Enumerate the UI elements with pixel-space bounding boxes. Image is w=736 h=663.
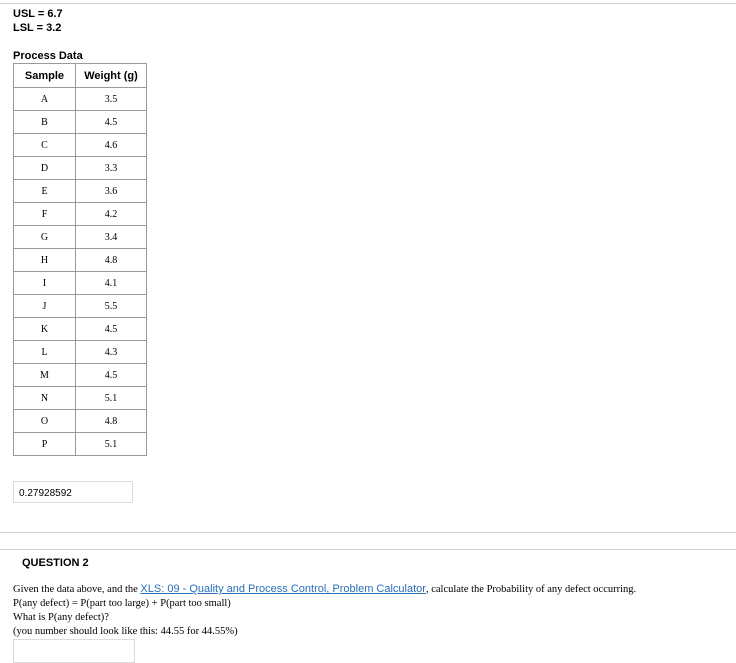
table-header-row xyxy=(14,64,147,88)
table-row xyxy=(14,341,147,364)
weight-cell: 4.6 xyxy=(76,134,147,157)
table-row xyxy=(14,180,147,203)
weight-cell: 4.8 xyxy=(76,249,147,272)
sample-cell: O xyxy=(14,410,76,433)
table-row xyxy=(14,88,147,111)
table-row xyxy=(14,203,147,226)
table-row xyxy=(14,433,147,456)
weight-cell: 5.1 xyxy=(76,433,147,456)
process-data-title: Process Data xyxy=(13,50,83,62)
top-divider xyxy=(0,3,736,4)
sample-cell: D xyxy=(14,157,76,180)
section-divider xyxy=(0,532,736,533)
weight-cell: 4.5 xyxy=(76,318,147,341)
column-header-sample: Sample xyxy=(14,64,76,88)
weight-cell: 4.8 xyxy=(76,410,147,433)
question-2-text-pre: Given the data above, and the xyxy=(13,584,141,595)
sample-cell: A xyxy=(14,88,76,111)
column-header-weight: Weight (g) xyxy=(76,64,147,88)
sample-cell: I xyxy=(14,272,76,295)
weight-cell: 3.6 xyxy=(76,180,147,203)
table-row xyxy=(14,249,147,272)
sample-cell: N xyxy=(14,387,76,410)
weight-cell: 3.4 xyxy=(76,226,147,249)
weight-cell: 4.5 xyxy=(76,111,147,134)
question-2-answer-field[interactable] xyxy=(13,639,135,663)
weight-cell: 4.1 xyxy=(76,272,147,295)
weight-cell: 5.1 xyxy=(76,387,147,410)
weight-cell: 3.3 xyxy=(76,157,147,180)
question-2-heading: QUESTION 2 xyxy=(22,557,89,569)
sample-cell: F xyxy=(14,203,76,226)
table-row xyxy=(14,226,147,249)
table-row xyxy=(14,364,147,387)
question-2-text-post: , calculate the Probability of any defect occurring. xyxy=(425,584,637,595)
sample-cell: P xyxy=(14,433,76,456)
weight-cell: 4.5 xyxy=(76,364,147,387)
question-2-line-4: (you number should look like this: 44.55 for 44.55%) xyxy=(13,626,238,637)
usl-label: USL = 6.7 xyxy=(13,8,63,20)
lsl-label: LSL = 3.2 xyxy=(13,22,62,34)
weight-cell: 4.2 xyxy=(76,203,147,226)
question-1-answer-field[interactable]: 0.27928592 xyxy=(13,481,133,503)
table-row xyxy=(14,318,147,341)
sample-cell: M xyxy=(14,364,76,387)
problem-calculator-link[interactable]: XLS: 09 - Quality and Process Control, Problem Calculator xyxy=(140,583,426,595)
table-row xyxy=(14,111,147,134)
question-2-line-3: What is P(any defect)? xyxy=(13,612,109,623)
sample-cell: J xyxy=(14,295,76,318)
sample-cell: E xyxy=(14,180,76,203)
question-2-line-1 xyxy=(13,582,728,597)
sample-cell: H xyxy=(14,249,76,272)
table-row xyxy=(14,387,147,410)
table-row xyxy=(14,410,147,433)
sample-cell: B xyxy=(14,111,76,134)
sample-cell: L xyxy=(14,341,76,364)
weight-cell: 5.5 xyxy=(76,295,147,318)
table-row xyxy=(14,134,147,157)
table-row xyxy=(14,157,147,180)
weight-cell: 3.5 xyxy=(76,88,147,111)
weight-cell: 4.3 xyxy=(76,341,147,364)
process-data-table xyxy=(13,63,147,456)
sample-cell: K xyxy=(14,318,76,341)
sample-cell: C xyxy=(14,134,76,157)
question-divider xyxy=(0,549,736,550)
question-2-line-2: P(any defect) = P(part too large) + P(part too small) xyxy=(13,598,231,609)
sample-cell: G xyxy=(14,226,76,249)
table-row xyxy=(14,295,147,318)
table-row xyxy=(14,272,147,295)
question-2-body xyxy=(13,582,728,639)
